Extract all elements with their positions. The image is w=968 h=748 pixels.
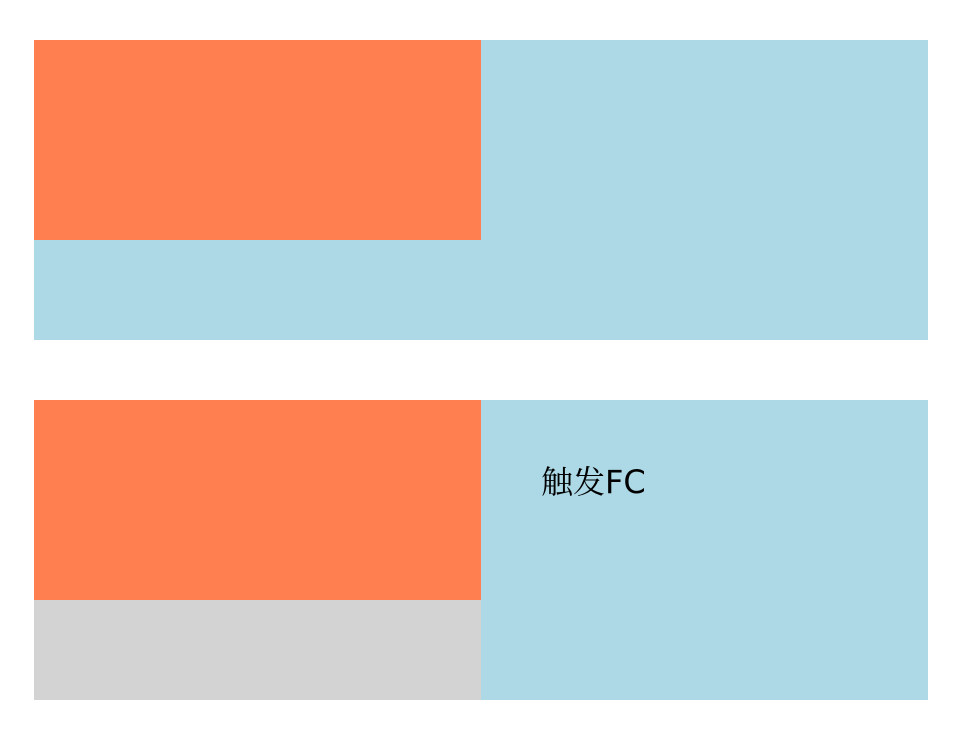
formatting-context-demo [34, 400, 928, 700]
float-box [34, 40, 481, 240]
fc-label: 触发FC [541, 463, 646, 501]
fc-block-box [481, 400, 928, 700]
float-overlap-demo [34, 40, 928, 340]
float-box [34, 400, 481, 600]
